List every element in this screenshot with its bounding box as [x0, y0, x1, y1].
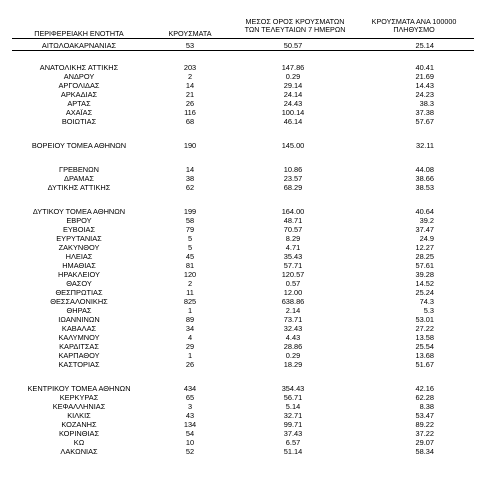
- row-name: ΒΟΙΩΤΙΑΣ: [61, 117, 97, 126]
- header-rule: [12, 38, 474, 39]
- row-cases: 11: [186, 288, 194, 297]
- header-avg-line1: ΜΕΣΟΣ ΟΡΟΣ ΚΡΟΥΣΜΑΤΩΝ: [245, 17, 345, 26]
- row-per100k: 28.25: [415, 252, 434, 261]
- row-per100k: 14.52: [415, 279, 434, 288]
- row-cases: 134: [183, 420, 197, 429]
- row-name: ΔΥΤΙΚΟΥ ΤΟΜΕΑ ΑΘΗΝΩΝ: [32, 207, 126, 216]
- row-cases: 10: [185, 438, 195, 447]
- row-avg: 147.86: [281, 63, 305, 72]
- row-name: ΚΕΦΑΛΛΗΝΙΑΣ: [52, 402, 106, 411]
- row-avg: 37.43: [283, 429, 303, 438]
- row-cases: 43: [185, 411, 195, 420]
- row-name: ΗΜΑΘΙΑΣ: [62, 261, 96, 270]
- row-name: ΚΙΛΚΙΣ: [67, 411, 91, 420]
- row-per100k: 25.24: [415, 288, 434, 297]
- row-avg: 73.71: [283, 315, 303, 324]
- row-avg: 0.29: [285, 72, 301, 81]
- row-avg: 2.14: [285, 306, 301, 315]
- row-per100k: 38.53: [415, 183, 434, 192]
- row-avg: 4.71: [285, 243, 301, 252]
- row-avg: 32.43: [283, 324, 303, 333]
- row-per100k: 57.61: [415, 261, 434, 270]
- row-avg: 23.57: [283, 174, 303, 183]
- row-name: ΚΟΡΙΝΘΙΑΣ: [58, 429, 100, 438]
- header-cases-label: ΚΡΟΥΣΜΑΤΑ: [168, 29, 212, 38]
- row-cases: 79: [185, 225, 195, 234]
- row-cases: 52: [185, 447, 195, 456]
- row-name: ΑΧΑΪΑΣ: [65, 108, 93, 117]
- row-name: ΚΑΒΑΛΑΣ: [61, 324, 97, 333]
- row-per100k: 58.34: [415, 447, 434, 456]
- row-avg: 145.00: [281, 141, 305, 150]
- row-cases: 65: [185, 393, 195, 402]
- row-per100k: 25.14: [415, 41, 434, 50]
- row-avg: 10.86: [283, 165, 303, 174]
- row-name: ΔΥΤΙΚΗΣ ΑΤΤΙΚΗΣ: [47, 183, 111, 192]
- header-region: [4, 30, 154, 38]
- row-name: ΑΡΤΑΣ: [67, 99, 91, 108]
- row-avg: 354.43: [281, 384, 305, 393]
- row-name: ΗΡΑΚΛΕΙΟΥ: [58, 270, 100, 279]
- row-name: ΙΩΑΝΝΙΝΩΝ: [58, 315, 100, 324]
- row-per100k: 5.3: [423, 306, 434, 315]
- row-avg: 68.29: [283, 183, 303, 192]
- row-name: ΚΕΝΤΡΙΚΟΥ ΤΟΜΕΑ ΑΘΗΝΩΝ: [27, 384, 131, 393]
- row-name: ΑΡΚΑΔΙΑΣ: [60, 90, 98, 99]
- row-cases: 120: [183, 270, 197, 279]
- row-avg: 46.14: [283, 117, 303, 126]
- row-per100k: 89.22: [415, 420, 434, 429]
- row-name: ΒΟΡΕΙΟΥ ΤΟΜΕΑ ΑΘΗΝΩΝ: [31, 141, 127, 150]
- row-per100k: 24.23: [415, 90, 434, 99]
- row-avg: 57.71: [283, 261, 303, 270]
- row-avg: 28.86: [283, 342, 303, 351]
- row-cases: 1: [187, 306, 193, 315]
- row-cases: 38: [185, 174, 195, 183]
- row-per100k: 38.66: [415, 174, 434, 183]
- row-name: ΕΒΡΟΥ: [66, 216, 92, 225]
- row-per100k: 40.41: [415, 63, 434, 72]
- row-avg: 12.00: [283, 288, 303, 297]
- row-cases: 116: [184, 108, 196, 117]
- row-cases: 14: [185, 81, 195, 90]
- row-cases: 29: [185, 342, 195, 351]
- row-per100k: 53.01: [415, 315, 434, 324]
- row-per100k: 51.67: [415, 360, 434, 369]
- row-name: ΔΡΑΜΑΣ: [64, 174, 94, 183]
- row-avg: 24.43: [283, 99, 303, 108]
- row-cases: 53: [185, 41, 195, 50]
- row-name: ΑΡΓΟΛΙΔΑΣ: [58, 81, 100, 90]
- row-cases: 5: [187, 234, 193, 243]
- row-avg: 48.71: [283, 216, 303, 225]
- row-cases: 199: [183, 207, 197, 216]
- row-per100k: 37.47: [415, 225, 434, 234]
- row-cases: 203: [183, 63, 197, 72]
- row-per100k: 37.38: [415, 108, 434, 117]
- row-cases: 45: [185, 252, 195, 261]
- row-cases: 89: [185, 315, 195, 324]
- row-per100k: 44.08: [415, 165, 434, 174]
- row-cases: 5: [187, 243, 193, 252]
- row-cases: 14: [185, 165, 195, 174]
- header-per-line1: ΚΡΟΥΣΜΑΤΑ ΑΝΑ 100000: [371, 17, 457, 26]
- row-cases: 26: [185, 99, 195, 108]
- row-avg: 638.86: [281, 297, 305, 306]
- row-avg: 120.57: [281, 270, 305, 279]
- row-per100k: 13.58: [415, 333, 434, 342]
- header-region-label: ΠΕΡΙΦΕΡΕΙΑΚΗ ΕΝΟΤΗΤΑ: [34, 29, 124, 38]
- row-avg: 32.71: [283, 411, 303, 420]
- row-per100k: 42.16: [415, 384, 434, 393]
- row-cases: 2: [187, 72, 193, 81]
- row-name: ΕΥΒΟΙΑΣ: [62, 225, 96, 234]
- row-per100k: 57.67: [415, 117, 434, 126]
- row-avg: 35.43: [283, 252, 303, 261]
- row-per100k: 24.9: [419, 234, 434, 243]
- header-cases: [155, 30, 225, 38]
- row-avg: 99.71: [283, 420, 303, 429]
- row-per100k: 25.54: [415, 342, 434, 351]
- row-avg: 24.14: [283, 90, 303, 99]
- row-name: ΗΛΕΙΑΣ: [65, 252, 93, 261]
- row-cases: 4: [187, 333, 193, 342]
- row-cases: 21: [185, 90, 195, 99]
- row-per100k: 32.11: [416, 141, 434, 150]
- row-per100k: 39.28: [415, 270, 434, 279]
- row-cases: 58: [185, 216, 195, 225]
- row-name: ΘΕΣΠΡΩΤΙΑΣ: [55, 288, 103, 297]
- row-name: ΑΝΔΡΟΥ: [63, 72, 95, 81]
- row-avg: 4.43: [285, 333, 301, 342]
- row-cases: 34: [185, 324, 195, 333]
- row-name: ΚΑΡΠΑΘΟΥ: [58, 351, 100, 360]
- row-per100k: 74.3: [419, 297, 434, 306]
- row-avg: 164.00: [281, 207, 305, 216]
- row-cases: 434: [183, 384, 197, 393]
- header-avg: [236, 18, 354, 34]
- row-rule: [12, 50, 474, 51]
- row-cases: 2: [187, 279, 193, 288]
- row-cases: 3: [187, 402, 193, 411]
- row-avg: 18.29: [283, 360, 303, 369]
- row-avg: 51.14: [283, 447, 303, 456]
- row-per100k: 29.07: [415, 438, 434, 447]
- row-name: ΑΙΤΩΛΟΑΚΑΡΝΑΝΙΑΣ: [41, 41, 117, 50]
- row-cases: 68: [185, 117, 195, 126]
- row-avg: 50.57: [283, 41, 303, 50]
- header-per-line2: ΠΛΗΘΥΣΜΟ: [393, 25, 435, 34]
- row-per100k: 12.27: [415, 243, 434, 252]
- row-per100k: 8.38: [419, 402, 434, 411]
- row-name: ΚΟΖΑΝΗΣ: [61, 420, 97, 429]
- row-name: ΚΑΛΥΜΝΟΥ: [58, 333, 100, 342]
- header-per100k: [360, 18, 468, 34]
- row-cases: 825: [183, 297, 197, 306]
- row-name: ΚΑΣΤΟΡΙΑΣ: [58, 360, 100, 369]
- row-per100k: 40.64: [415, 207, 434, 216]
- row-name: ΖΑΚΥΝΘΟΥ: [58, 243, 100, 252]
- row-per100k: 38.3: [419, 99, 434, 108]
- row-avg: 56.71: [283, 393, 303, 402]
- row-name: ΚΑΡΔΙΤΣΑΣ: [59, 342, 99, 351]
- row-per100k: 62.28: [415, 393, 434, 402]
- row-cases: 54: [185, 429, 195, 438]
- row-avg: 29.14: [283, 81, 303, 90]
- row-cases: 1: [187, 351, 193, 360]
- row-cases: 190: [183, 141, 197, 150]
- row-per100k: 14.43: [415, 81, 434, 90]
- row-per100k: 37.22: [415, 429, 434, 438]
- header-avg-line2: ΤΩΝ ΤΕΛΕΥΤΑΙΩΝ 7 ΗΜΕΡΩΝ: [244, 25, 346, 34]
- row-per100k: 21.69: [415, 72, 434, 81]
- row-name: ΛΑΚΩΝΙΑΣ: [60, 447, 98, 456]
- row-cases: 81: [185, 261, 195, 270]
- row-avg: 70.57: [283, 225, 303, 234]
- row-name: ΓΡΕΒΕΝΩΝ: [59, 165, 99, 174]
- row-per100k: 27.22: [415, 324, 434, 333]
- row-cases: 26: [185, 360, 195, 369]
- row-avg: 8.29: [285, 234, 301, 243]
- row-name: ΘΕΣΣΑΛΟΝΙΚΗΣ: [50, 297, 108, 306]
- row-avg: 5.14: [285, 402, 301, 411]
- row-name: ΑΝΑΤΟΛΙΚΗΣ ΑΤΤΙΚΗΣ: [39, 63, 119, 72]
- row-per100k: 53.47: [415, 411, 434, 420]
- row-avg: 6.57: [285, 438, 301, 447]
- row-per100k: 39.2: [419, 216, 434, 225]
- row-name: ΘΑΣΟΥ: [66, 279, 92, 288]
- row-name: ΕΥΡΥΤΑΝΙΑΣ: [56, 234, 102, 243]
- row-avg: 0.57: [285, 279, 301, 288]
- row-avg: 100.14: [281, 108, 305, 117]
- row-name: ΚΕΡΚΥΡΑΣ: [59, 393, 99, 402]
- row-name: ΚΩ: [73, 438, 85, 447]
- row-per100k: 13.68: [415, 351, 434, 360]
- row-name: ΘΗΡΑΣ: [66, 306, 92, 315]
- row-cases: 62: [185, 183, 195, 192]
- row-avg: 0.29: [285, 351, 301, 360]
